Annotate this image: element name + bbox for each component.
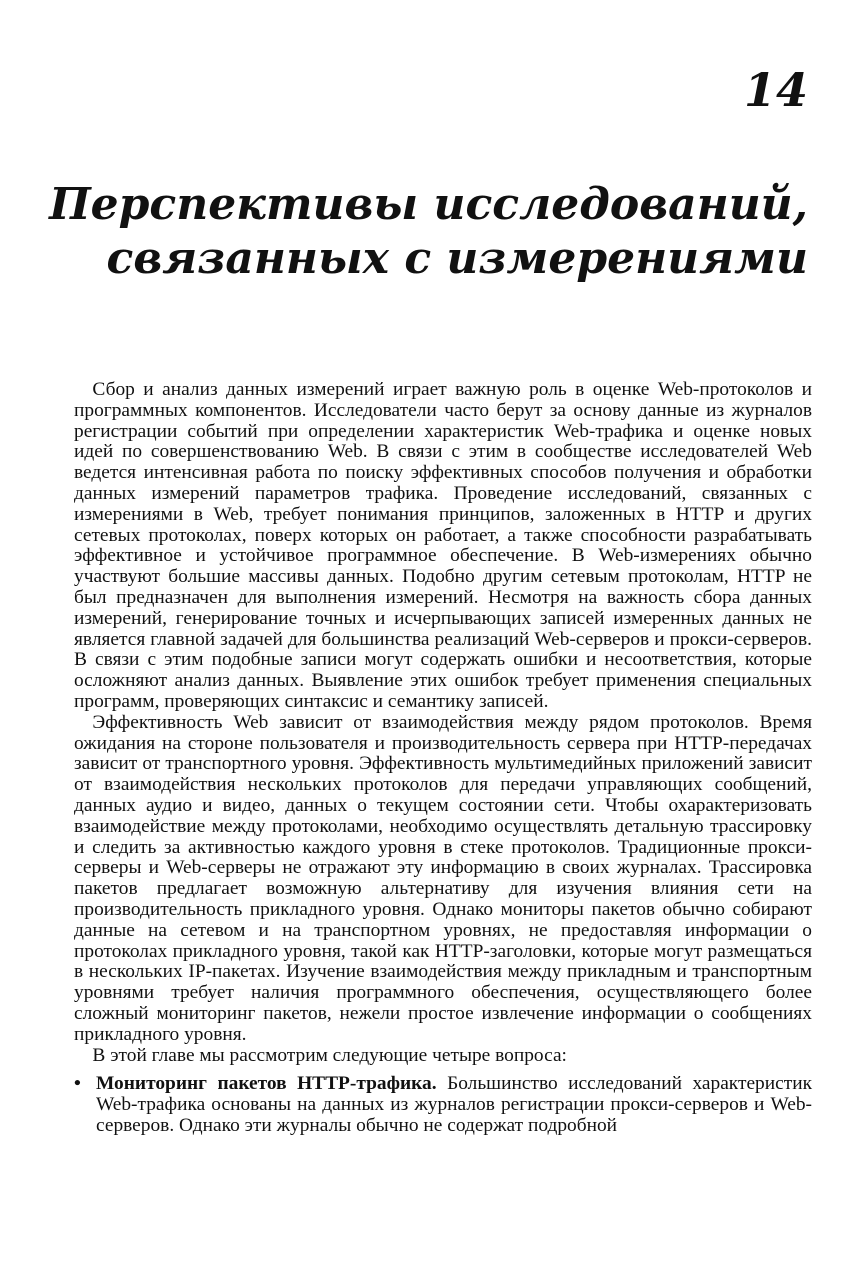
chapter-title-line-1: Перспективы исследований, <box>49 179 808 230</box>
bullet-marker: • <box>74 1073 81 1095</box>
paragraph-performance: Эффективность Web зависит от взаимодействия между рядом протоколов. Время ожидания на стороне пользователя и производительность сервера при HTTP-передачах зависит от транспортного уровня. Эффективность мультимедийных приложений зависит от взаимодействия нескольких протоколов для передачи управляющих сообщений, данных аудио и видео, данных о текущем состоянии сети. Чтобы охарактеризовать взаимодействие между протоколами, необходимо осуществлять детальную трассировку и следить за активностью каждого уровня в стеке протоколов. Традиционные прокси-серверы и Web-серверы не отражают эту информацию в своих журналах. Трассировка пакетов предлагает возможную альтернативу для изучения влияния сети на производительность прикладного уровня. Однако мониторы пакетов обычно собирают данные на сетевом и на транспортном уровнях, не предоставляя информации о протоколах прикладного уровня, такой как HTTP-заголовки, которые могут размещаться в нескольких IP-пакетах. Изучение взаимодействия между прикладным и транспортным уровнями требует наличия программного обеспечения, осуществляющего более сложный мониторинг пакетов, нежели простое извлечение информации о сообщениях прикладного уровня. <box>74 711 812 1045</box>
list-item <box>74 1074 812 1136</box>
chapter-body <box>74 380 812 1137</box>
chapter-number: 14 <box>743 63 808 117</box>
paragraph-questions: В этой главе мы рассмотрим следующие четыре вопроса: <box>92 1044 567 1066</box>
topic-list <box>74 1074 812 1136</box>
list-item-text: Большинство исследований характеристик Web-трафика основаны на данных из журналов регистрации прокси-серверов и Web-серверов. Однако эти журналы обычно не содержат подробной <box>96 1073 812 1136</box>
list-item-lead: Мониторинг пакетов HTTP-трафика. <box>96 1073 437 1095</box>
paragraph-intro: Сбор и анализ данных измерений играет важную роль в оценке Web-протоколов и программных компонентов. Исследователи часто берут за основу данные из журналов регистрации событий при определении характеристик Web-трафика и оценке новых идей по совершенствованию Web. В связи с этим в сообществе исследователей Web ведется интенсивная работа по поиску эффективных способов получения и обработки данных измерений параметров трафика. Проведение исследований, связанных с измерениями в Web, требует понимания принципов, заложенных в HTTP и других сетевых протоколах, поверх которых он работает, а также способности разрабатывать эффективное и устойчивое программное обеспечение. В Web-измерениях обычно участвуют большие массивы данных. Подобно другим сетевым протоколам, HTTP не был предназначен для выполнения измерений. Несмотря на важность сбора данных измерений, генерирование точных и исчерпывающих записей измеренных данных не является главной задачей для большинства реализаций Web-серверов и прокси-серверов. В связи с этим подобные записи могут содержать ошибки и несоответствия, которые осложняют анализ данных. Выявление этих ошибок требует применения специальных программ, проверяющих синтаксис и семантику записей. <box>74 379 812 712</box>
chapter-title <box>49 178 808 286</box>
chapter-title-line-2: связанных с измерениями <box>106 233 808 284</box>
